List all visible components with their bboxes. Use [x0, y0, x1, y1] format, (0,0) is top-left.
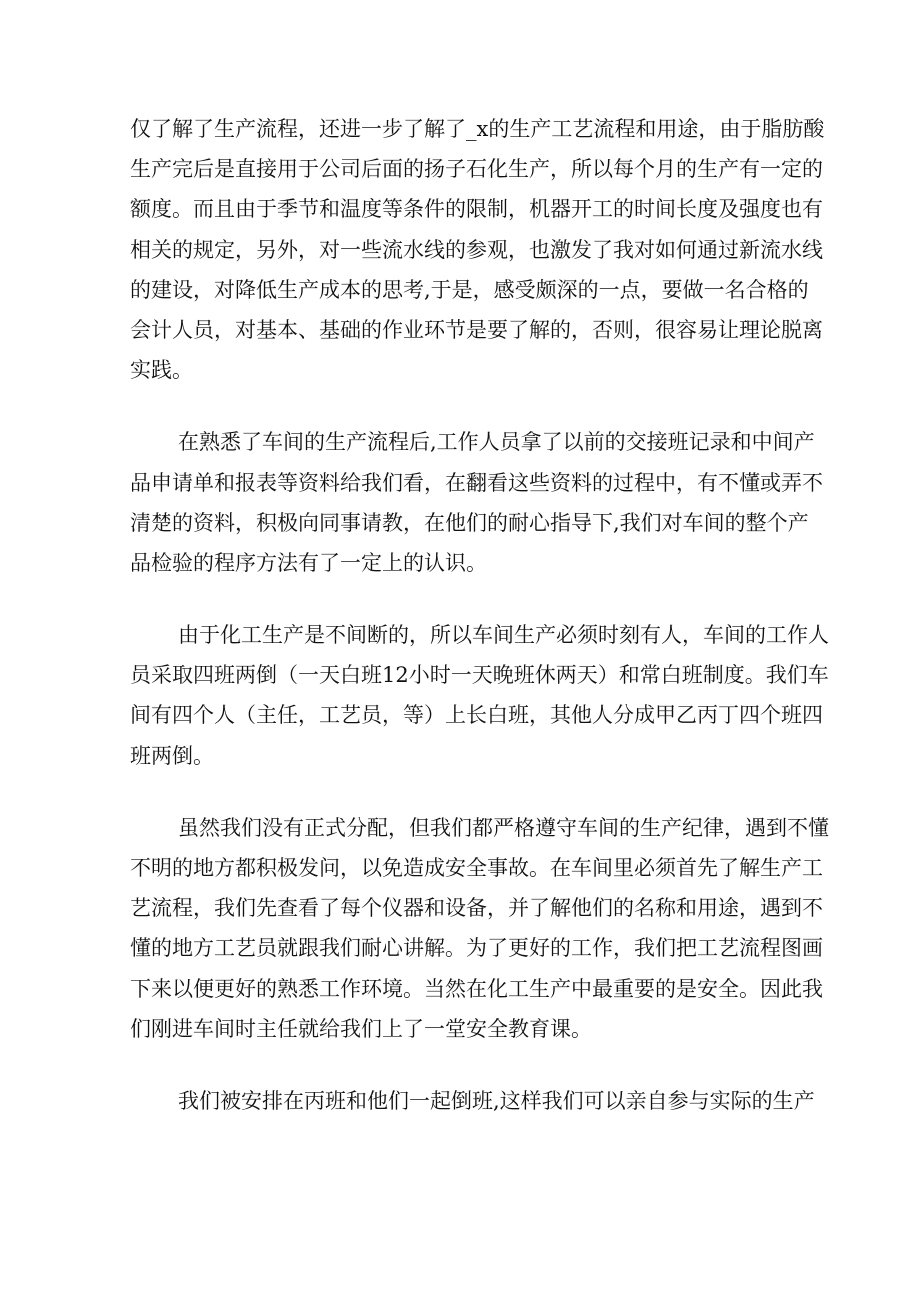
paragraph-gap — [130, 1049, 800, 1081]
paragraph-gap — [130, 583, 800, 615]
paragraph-line: 实践。 — [130, 358, 193, 383]
paragraph-line: 品申请单和报表等资料给我们看，在翻看这些资料的过程中，有不懂或弄不 — [130, 470, 823, 495]
paragraph-line: 间有四个人（主任，工艺员，等）上长白班，其他人分成甲乙丙丁四个班四 — [130, 703, 823, 728]
paragraph-line: 仅了解了生产流程，还进一步了解了_x的生产工艺流程和用途，由于脂肪酸 — [130, 117, 825, 141]
document-body — [130, 109, 829, 1121]
paragraph-line: 生产完后是直接用于公司后面的扬子石化生产，所以每个月的生产有一定的 — [130, 157, 823, 182]
paragraph-line: 班两倒。 — [130, 743, 214, 768]
paragraph-line: 我们被安排在丙班和他们一起倒班,这样我们可以亲自参与实际的生产 — [178, 1088, 815, 1113]
paragraph-line: 员采取四班两倒（一天白班12小时一天晚班休两天）和常白班制度。我们车 — [130, 663, 829, 688]
paragraph-line: 由于化工生产是不间断的，所以车间生产必须时刻有人，车间的工作人 — [178, 623, 829, 648]
paragraph-line: 相关的规定，另外，对一些流水线的参观，也激发了我对如何通过新流水线 — [130, 237, 823, 262]
paragraph-line: 品检验的程序方法有了一定上的认识。 — [130, 550, 487, 575]
paragraph-line: 艺流程，我们先查看了每个仪器和设备，并了解他们的名称和用途，遇到不 — [130, 896, 823, 921]
paragraph-line: 的建设，对降低生产成本的思考,于是，感受颇深的一点，要做一名合格的 — [130, 277, 809, 302]
paragraph-line: 不明的地方都积极发问，以免造成安全事故。在车间里必须首先了解生产工 — [130, 856, 823, 880]
paragraph-gap — [130, 390, 800, 422]
paragraph-line: 虽然我们没有正式分配，但我们都严格遵守车间的生产纪律，遇到不懂 — [178, 815, 829, 840]
paragraph-line: 下来以便更好的熟悉工作环境。当然在化工生产中最重要的是安全。因此我 — [130, 976, 823, 1001]
paragraph-line: 们刚进车间时主任就给我们上了一堂安全教育课。 — [130, 1016, 592, 1041]
paragraph-line: 额度。而且由于季节和温度等条件的限制，机器开工的时间长度及强度也有 — [130, 197, 823, 222]
paragraph-line: 会计人员，对基本、基础的作业环节是要了解的，否则，很容易让理论脱离 — [130, 317, 823, 342]
paragraph-gap — [130, 776, 800, 808]
paragraph-line: 清楚的资料，积极向同事请教，在他们的耐心指导下,我们对车间的整个产 — [130, 510, 809, 535]
paragraph-line: 在熟悉了车间的生产流程后,工作人员拿了以前的交接班记录和中间产 — [178, 430, 815, 455]
paragraph-line: 懂的地方工艺员就跟我们耐心讲解。为了更好的工作，我们把工艺流程图画 — [130, 936, 823, 961]
